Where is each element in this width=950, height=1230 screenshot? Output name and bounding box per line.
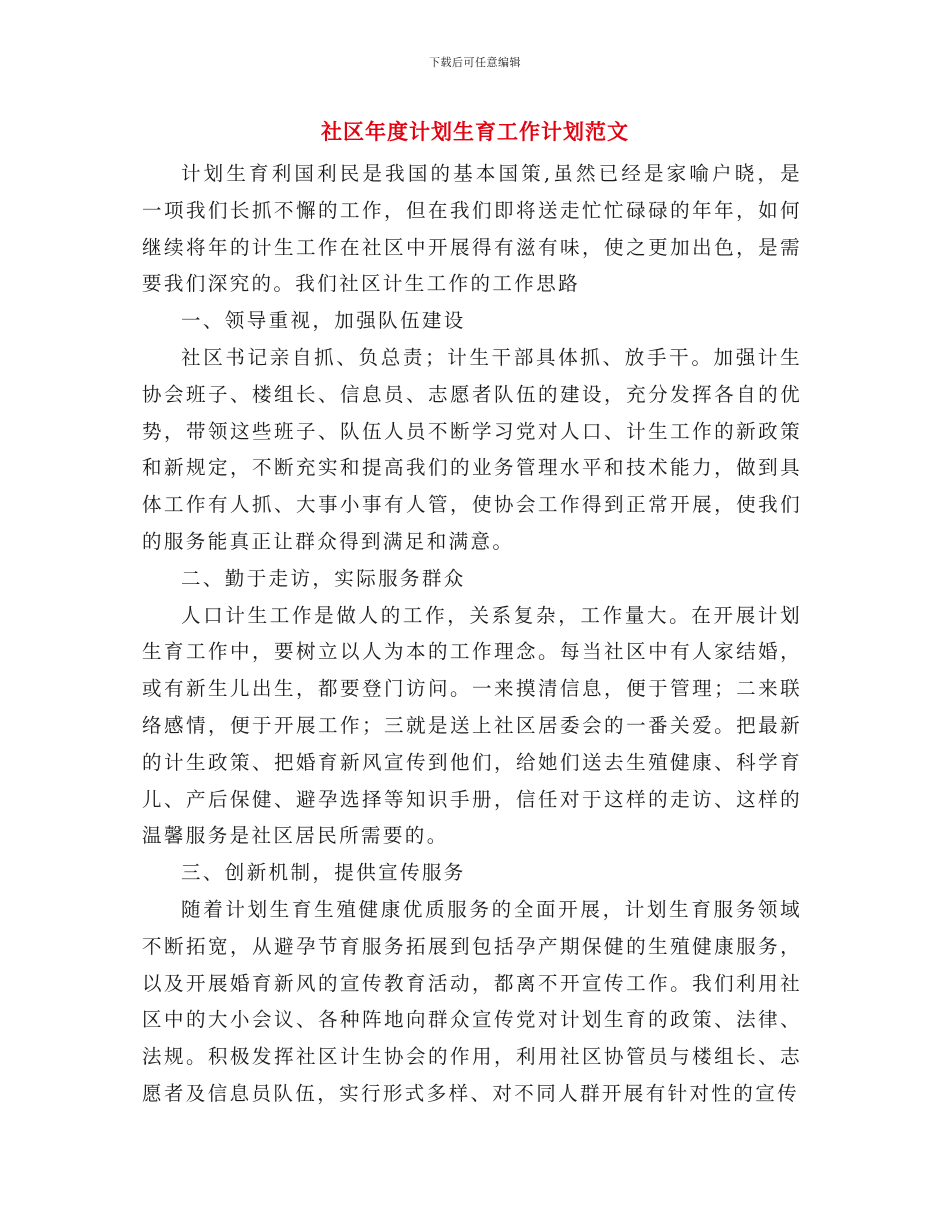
header-note: 下载后可任意编辑 <box>429 56 521 69</box>
paragraph-section-1: 社区书记亲自抓、负总责；计生干部具体抓、放手干。加强计生协会班子、楼组长、信息员、志愿者队伍的建设，充分发挥各自的优势，带领这些班子、队伍人员不断学习党对人口、计生工作的新政策和新规定，不断充实和提高我们的业务管理水平和技术能力，做到具体工作有人抓、大事小事有人管，使协会工作得到正常开展，使我们的服务能真正让群众得到满足和满意。 <box>142 345 802 553</box>
paragraph-intro: 计划生育利国利民是我国的基本国策,虽然已经是家喻户晓，是一项我们长抓不懈的工作，但在我们即将送走忙忙碌碌的年年，如何继续将年的计生工作在社区中开展得有滋有味，使之更加出色，是需要我们深究的。我们社区计生工作的工作思路 <box>142 162 802 296</box>
section-heading-1: 一、领导重视，加强队伍建设 <box>181 309 466 333</box>
document-body <box>142 156 802 1113</box>
paragraph-section-2: 人口计生工作是做人的工作，关系复杂，工作量大。在开展计划生育工作中，要树立以人为本的工作理念。每当社区中有人家结婚，或有新生儿出生，都要登门访问。一来摸清信息，便于管理；二来联络感情，便于开展工作；三就是送上社区居委会的一番关爱。把最新的计生政策、把婚育新风宣传到他们，给她们送去生殖健康、科学育儿、产后保健、避孕选择等知识手册，信任对于这样的走访、这样的温馨服务是社区居民所需要的。 <box>142 603 802 848</box>
section-heading-2: 二、勤于走访，实际服务群众 <box>181 566 466 590</box>
document-title: 社区年度计划生育工作计划范文 <box>321 119 629 144</box>
section-heading-3: 三、创新机制，提供宣传服务 <box>181 861 466 885</box>
paragraph-section-3: 随着计划生育生殖健康优质服务的全面开展，计划生育服务领域不断拓宽，从避孕节育服务拓展到包括孕产期保健的生殖健康服务，以及开展婚育新风的宣传教育活动，都离不开宣传工作。我们利用社区中的大小会议、各种阵地向群众宣传党对计划生育的政策、法律、法规。积极发挥社区计生协会的作用，利用社区协管员与楼组长、志愿者及信息员队伍，实行形式多样、对不同人群开展有针对性的宣传 <box>142 897 802 1105</box>
